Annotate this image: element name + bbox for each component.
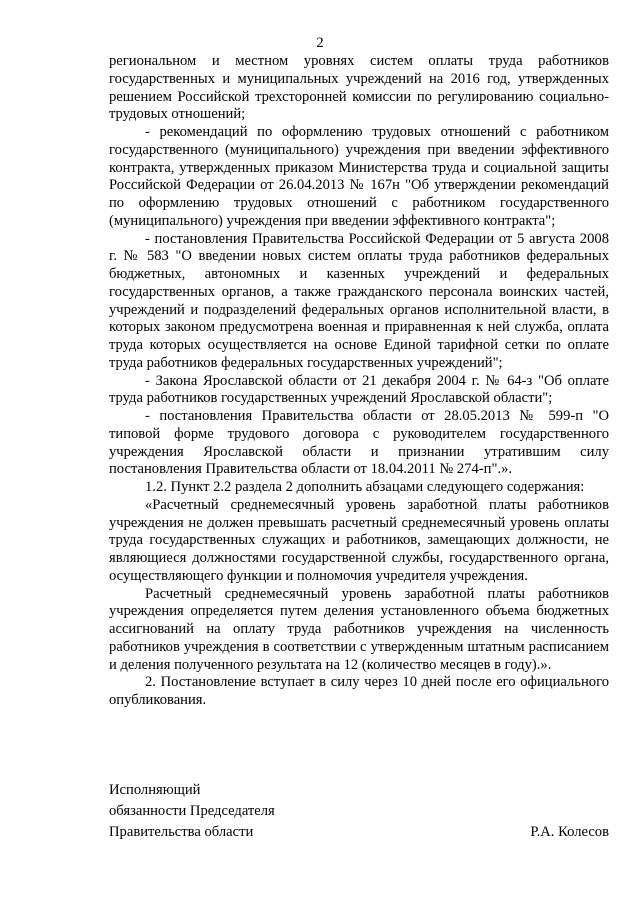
paragraph-regional-resolution: - постановления Правительства области от 28.05.2013 № 599-п "О типовой форме трудового договора с руководителем государственного учреждения Ярославской области и признании утратившим силу постановления Правительства области от 18.04.2011 № 274-п".».	[109, 408, 609, 478]
paragraph-continuation: региональном и местном уровнях систем оплаты труда работников государственных и муниципальных учреждений на 2016 год, утвержденных решением Российской трехсторонней комиссии по регулированию социально-трудовых отношений;	[109, 53, 609, 123]
signature-row	[109, 822, 609, 843]
paragraph-effective-date: 2. Постановление вступает в силу через 10 дней после его официального опубликования.	[109, 674, 609, 708]
signature-block	[109, 780, 609, 843]
paragraph-government-resolution: - постановления Правительства Российской Федерации от 5 августа 2008 г. № 583 "О введении новых систем оплаты труда работников федеральных бюджетных, автономных и казенных учреждений и федеральных государственных органов, а также гражданского персонала воинских частей, учреждений и подразделений федеральных органов исполнительной власти, в которых законом предусмотрена военная и приравненная к ней служба, оплата труда которых осуществляется на основе Единой тарифной сетки по оплате труда работников федеральных государственных учреждений";	[109, 230, 609, 371]
paragraph-salary-limit: «Расчетный среднемесячный уровень заработной платы работников учреждения не должен превышать расчетный среднемесячный уровень оплаты труда государственных служащих и работников, замещающих должности, не являющиеся должностями государственной службы, государственного органа, осуществляющего функции и полномочия учредителя учреждения.	[109, 496, 609, 584]
paragraph-item-1-2: 1.2. Пункт 2.2 раздела 2 дополнить абзацами следующего содержания:	[145, 479, 585, 495]
signature-position-line-2: обязанности Председателя	[109, 803, 275, 819]
paragraph-salary-calculation: Расчетный среднемесячный уровень заработной платы работников учреждения определяется путем деления установленного объема бюджетных ассигнований на оплату труда работников учреждения на численность работников учреждения в соответствии с утвержденным штатным расписанием и деления полученного результата на 12 (количество месяцев в году).».	[109, 585, 609, 673]
signature-position-line-3: Правительства области	[109, 824, 254, 840]
page-number: 2	[316, 35, 324, 51]
paragraph-regional-law: - Закона Ярославской области от 21 декабря 2004 г. № 64-з "Об оплате труда работников государственных учреждений Ярославской области";	[109, 372, 609, 407]
signature-position-line-1: Исполняющий	[109, 782, 201, 798]
document-body	[109, 53, 609, 710]
paragraph-recommendations: - рекомендаций по оформлению трудовых отношений с работником государственного (муниципального) учреждения при введении эффективного контракта, утвержденных приказом Министерства труда и социальной защиты Российской Федерации от 26.04.2013 № 167н "Об утверждении рекомендаций по оформлению трудовых отношений с работником государственного (муниципального) учреждения при введении эффективного контракта";	[109, 124, 609, 229]
signatory-name: Р.А. Колесов	[530, 824, 609, 840]
